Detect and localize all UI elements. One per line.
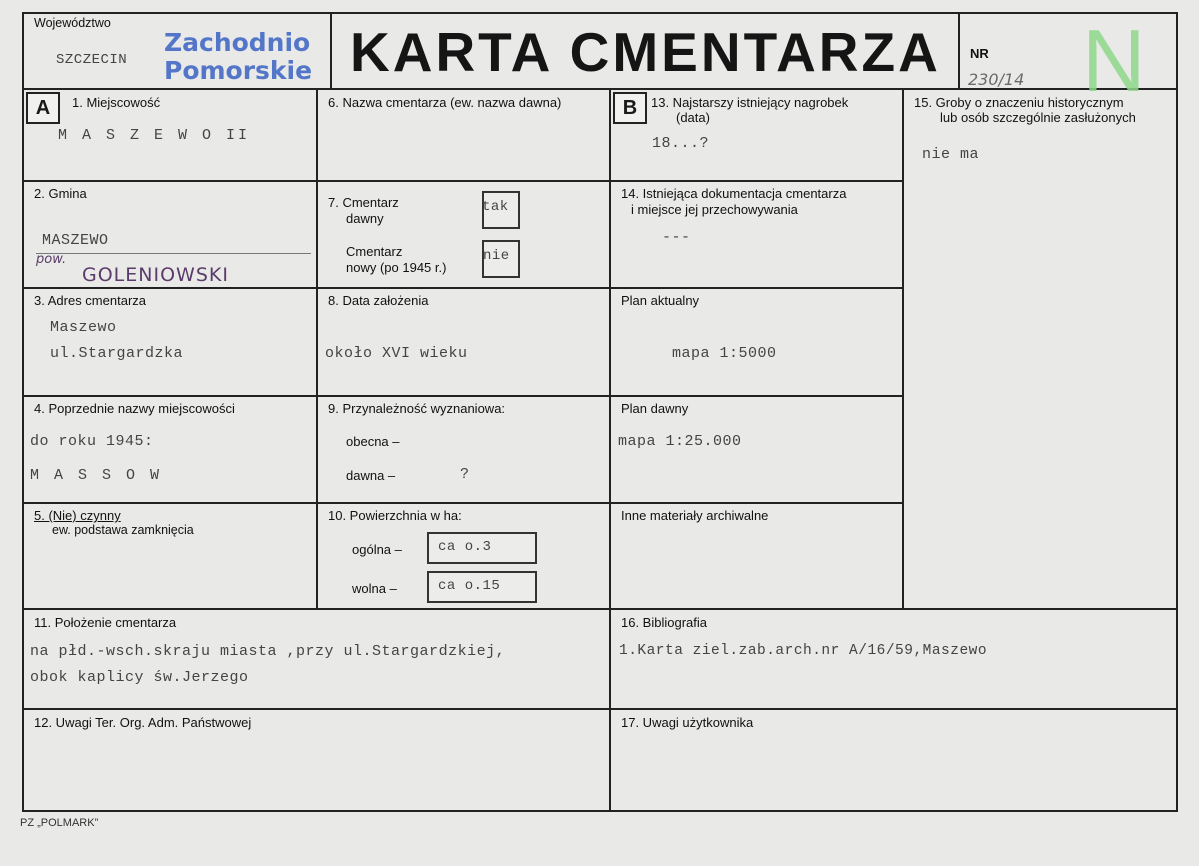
field-7-nie: nie: [483, 248, 510, 264]
field-8-value: około XVI wieku: [325, 345, 468, 362]
field-11-value-2: obok kaplicy św.Jerzego: [30, 669, 249, 686]
field-2-label: 2. Gmina: [34, 186, 87, 201]
field-9-dawna-value: ?: [460, 466, 470, 483]
field-10-ogolna-value: ca o.3: [438, 539, 492, 555]
wojewodztwo-label: Województwo: [34, 16, 111, 30]
field-16-label: 16. Bibliografia: [621, 615, 707, 630]
field-15-label-a: 15. Groby o znaczeniu historycznym: [914, 95, 1124, 110]
field-8-label: 8. Data założenia: [328, 293, 429, 308]
section-b-box: B: [613, 92, 647, 124]
wojewodztwo-value: SZCZECIN: [56, 52, 128, 68]
field-11-value-1: na płd.-wsch.skraju miasta ,przy ul.Stargardzkiej,: [30, 643, 506, 660]
frame-right: [1176, 12, 1178, 812]
field-13-label-b: (data): [676, 110, 710, 125]
field-3-label: 3. Adres cmentarza: [34, 293, 146, 308]
field-2-pow: pow.: [36, 252, 67, 267]
field-5-sub: ew. podstawa zamknięcia: [52, 523, 194, 537]
field-7-label-a: 7. Cmentarz: [328, 195, 399, 210]
field-1-value: M A S Z E W O II: [58, 127, 251, 144]
field-4-value-2: M A S S O W: [30, 467, 163, 484]
field-13-value: 18...?: [652, 135, 710, 152]
header-divider-2: [958, 12, 960, 90]
header-divider-1: [330, 12, 332, 90]
field-10-label: 10. Powierzchnia w ha:: [328, 508, 462, 523]
field-17-label: 17. Uwagi użytkownika: [621, 715, 754, 730]
field-3-value-2: ul.Stargardzka: [50, 345, 184, 362]
field-2-handwritten: GOLENIOWSKI: [82, 264, 229, 286]
field-5-label: 5. (Nie) czynny: [34, 508, 121, 523]
plan-aktualny-label: Plan aktualny: [621, 293, 700, 308]
plan-dawny-label: Plan dawny: [621, 401, 689, 416]
frame-left: [22, 12, 24, 812]
stamp-line-2: Pomorskie: [164, 56, 313, 85]
field-2-value: MASZEWO: [42, 232, 109, 249]
field-14-label-b: i miejsce jej przechowywania: [631, 202, 798, 217]
field-7-label-b: dawny: [346, 211, 384, 226]
field-1-label: 1. Miejscowość: [72, 95, 161, 110]
row-line-1b: [609, 180, 904, 182]
field-14-label-a: 14. Istniejąca dokumentacja cmentarza: [621, 186, 847, 201]
plan-aktualny-value: mapa 1:5000: [672, 345, 777, 362]
field-4-value-1: do roku 1945:: [30, 433, 154, 450]
field-7-new-a: Cmentarz: [346, 244, 403, 259]
field-9-obecna: obecna –: [346, 434, 400, 449]
field-6-label: 6. Nazwa cmentarza (ew. nazwa dawna): [328, 95, 562, 110]
field-11-label: 11. Położenie cmentarza: [34, 615, 177, 630]
row-line-6: [22, 708, 1178, 710]
row-line-1: [22, 180, 611, 182]
col-divider-1: [316, 88, 318, 610]
field-13-label-a: 13. Najstarszy istniejący nagrobek: [651, 95, 849, 110]
field-4-label: 4. Poprzednie nazwy miejscowości: [34, 401, 235, 416]
field-2-underline: [36, 253, 311, 254]
field-16-value: 1.Karta ziel.zab.arch.nr A/16/59,Maszewo: [619, 643, 988, 659]
field-9-label: 9. Przynależność wyznaniowa:: [328, 401, 506, 416]
field-7-tak: tak: [482, 199, 509, 215]
stamp-line-1: Zachodnio: [164, 28, 311, 57]
row-line-4: [22, 502, 904, 504]
field-10-wolna-value: ca o.15: [438, 578, 501, 594]
inne-materialy-label: Inne materiały archiwalne: [621, 508, 769, 523]
green-corner-mark: N: [1082, 11, 1146, 110]
printer-footer: PZ „POLMARK”: [20, 817, 99, 829]
row-line-2: [22, 287, 904, 289]
field-3-value-1: Maszewo: [50, 319, 117, 336]
field-7-new-b: nowy (po 1945 r.): [346, 260, 447, 275]
frame-top: [22, 12, 1178, 14]
col-divider-2: [609, 88, 611, 810]
nr-label: NR: [970, 46, 989, 61]
field-15-value: nie ma: [922, 146, 980, 163]
card-title: KARTA CMENTARZA: [350, 21, 941, 83]
field-14-value: ---: [662, 229, 691, 246]
section-a-box: A: [26, 92, 60, 124]
row-line-3: [22, 395, 904, 397]
field-15-label-b: lub osób szczególnie zasłużonych: [940, 110, 1136, 125]
field-9-dawna: dawna –: [346, 468, 396, 483]
field-12-label: 12. Uwagi Ter. Org. Adm. Państwowej: [34, 715, 252, 730]
row-line-5: [22, 608, 1178, 610]
field-10-ogolna: ogólna –: [352, 542, 402, 557]
nr-value: 230/14: [968, 70, 1025, 89]
plan-dawny-value: mapa 1:25.000: [618, 433, 742, 450]
col-divider-3: [902, 88, 904, 610]
field-10-wolna: wolna –: [352, 581, 397, 596]
frame-bottom: [22, 810, 1178, 812]
